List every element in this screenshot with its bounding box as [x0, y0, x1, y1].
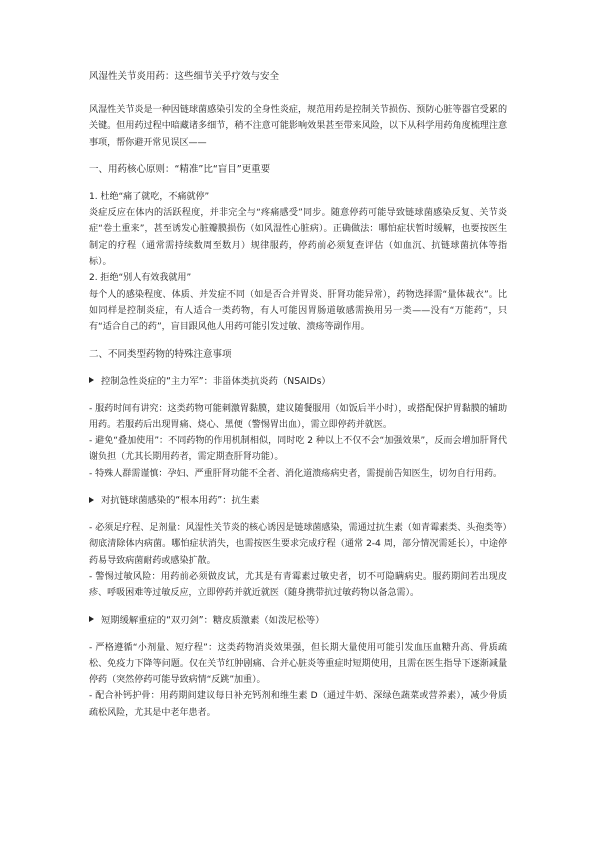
bullet-heading-antibiotics-text: 对抗链球菌感染的“根本用药”：抗生素: [101, 495, 260, 507]
nsaids-paragraph-1: - 服药时间有讲究：这类药物可能刺激胃黏膜，建议随餐服用（如饭后半小时），或搭配保护胃黏膜的辅助用药。若服药后出现胃痛、烧心、黑便（警惕胃出血），需立即停药并就医。: [89, 403, 507, 430]
triangle-bullet-icon: [89, 497, 94, 503]
bullet-heading-antibiotics: [89, 493, 507, 509]
bullet-heading-steroids: [89, 613, 507, 629]
bullet-heading-nsaids-text: 控制急性炎症的“主力军”：非甾体类抗炎药（NSAIDs）: [101, 375, 331, 387]
s1-item2-title: 2. 拒绝“别人有效我就用”: [89, 273, 192, 284]
steroids-paragraph-2: - 配合补钙护骨：用药期间建议每日补充钙剂和维生素 D（通过牛奶、深绿色蔬菜或营养素），减少骨质疏松风险，尤其是中老年患者。: [89, 691, 507, 718]
bullet-heading-steroids-text: 短期缓解重症的“双刃剑”：糖皮质激素（如泼尼松等）: [101, 614, 325, 626]
s1-item1-title: 1. 杜绝“痛了就吃，不痛就停”: [89, 191, 210, 202]
section-2-heading: 二、不同类型药物的特殊注意事项: [89, 348, 232, 360]
s1-item1-body: 炎症反应在体内的活跃程度，并非完全与“疼痛感受”同步。随意停药可能导致链球菌感染反复、关节炎症“卷土重来”，甚至诱发心脏瓣膜损伤（如风湿性心脏病）。正确做法：哪怕症状暂时缓解，也要按医生制定的疗程（通常需持续数周至数月）规律服药，停药前必须复查评估（如血沉、抗链球菌抗体等指标）。: [89, 208, 507, 268]
intro-paragraph: 风湿性关节炎是一种因链球菌感染引发的全身性炎症，规范用药是控制关节损伤、预防心脏等器官受累的关键。但用药过程中暗藏诸多细节，稍不注意可能影响效果甚至带来风险，以下从科学用药角度梳理注意事项，帮你避开常见误区——: [89, 105, 507, 148]
document-title: 风湿性关节炎用药：这些细节关乎疗效与安全: [89, 71, 280, 82]
nsaids-paragraph-3: - 特殊人群需谨慎：孕妇、严重肝肾功能不全者、消化道溃疡病史者，需提前告知医生，切勿自行用药。: [89, 468, 503, 479]
antibiotics-paragraph-2: - 警惕过敏风险：用药前必须做皮试，尤其是有青霉素过敏史者，切不可隐瞒病史。服药期间若出现皮疹、呼吸困难等过敏反应，立即停药并就近就医（随身携带抗过敏药物以备急需）。: [89, 571, 507, 599]
section-1-heading: 一、用药核心原则：“精准”比“盲目”更重要: [89, 163, 271, 175]
document-body: [89, 70, 507, 721]
nsaids-paragraph-2: - 避免“叠加使用”：不同药物的作用机制相似，同时吃 2 种以上不仅不会“加强效果”，反而会增加肝肾代谢负担（尤其长期用药者，需定期查肝肾功能）。: [89, 436, 507, 463]
steroids-paragraph-1: - 严格遵循“小剂量、短疗程”：这类药物消炎效果强，但长期大量使用可能引发血压血糖升高、骨质疏松、免疫力下降等问题。仅在关节红肿剧痛、合并心脏炎等重症时短期使用，且需在医生指导下逐渐减量停药（突然停药可能导致病情“反跳”加重）。: [89, 642, 507, 686]
bullet-heading-nsaids: [89, 374, 507, 390]
triangle-bullet-icon: [89, 616, 94, 622]
antibiotics-paragraph-1: - 必须足疗程、足剂量：风湿性关节炎的核心诱因是链球菌感染，需通过抗生素（如青霉素类、头孢类等）彻底清除体内病菌。哪怕症状消失，也需按医生要求完成疗程（通常 2-4 周，部分情况需延长），中途停药易导致病菌耐药或感染扩散。: [89, 523, 507, 566]
triangle-bullet-icon: [89, 377, 94, 383]
s1-item2-body: 每个人的感染程度、体质、并发症不同（如是否合并胃炎、肝肾功能异常），药物选择需“量体裁衣”。比如同样是控制炎症，有人适合一类药物，有人可能因胃肠道敏感需换用另一类——没有“万能药”，只有“适合自己的药”，盲目跟风他人用药可能引发过敏、溃疡等副作用。: [89, 289, 507, 333]
